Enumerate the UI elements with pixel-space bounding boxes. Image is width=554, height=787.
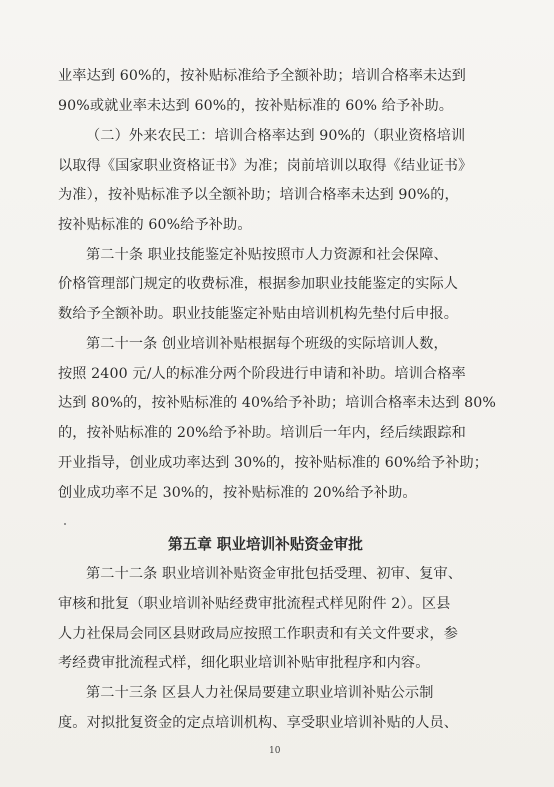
text-line: 创业成功率不足 30%的，按补贴标准的 20%给予补助。 bbox=[58, 485, 417, 501]
text-line: 第二十一条 创业培训补贴根据每个班级的实际培训人数， bbox=[86, 336, 448, 352]
text-line: （二）外来农民工：培训合格率达到 90%的（职业资格培训 bbox=[86, 128, 466, 144]
text-line: 开业指导，创业成功率达到 30%的，按补贴标准的 60%给予补助； bbox=[58, 455, 489, 471]
text-line: 以取得《国家职业资格证书》为准；岗前培训以取得《结业证书》 bbox=[58, 158, 473, 174]
text-line: 审核和批复（职业培训补贴经费审批流程式样见附件 2）。区县 bbox=[58, 596, 451, 612]
page-number: 10 bbox=[269, 746, 281, 756]
text-line: 度。对拟批复资金的定点培训机构、享受职业培训补贴的人员、 bbox=[58, 715, 459, 731]
scan-speck bbox=[64, 523, 66, 525]
text-line: 业率达到 60%的，按补贴标准给予全额补助；培训合格率未达到 bbox=[58, 68, 466, 84]
chapter-heading: 第五章 职业培训补贴资金审批 bbox=[168, 536, 363, 553]
text-line: 第二十三条 区县人力社保局要建立职业培训补贴公示制 bbox=[86, 685, 434, 701]
text-line: 按照 2400 元/人的标准分两个阶段进行申请和补助。培训合格率 bbox=[58, 366, 466, 382]
text-line: 按补贴标准的 60%给予补助。 bbox=[58, 217, 252, 233]
text-line: 数给予全额补助。职业技能鉴定补贴由培训机构先垫付后申报。 bbox=[58, 306, 459, 322]
text-line: 考经费审批流程式样，细化职业培训补贴审批程序和内容。 bbox=[58, 655, 430, 671]
text-line: 价格管理部门规定的收费标准，根据参加职业技能鉴定的实际人 bbox=[58, 276, 459, 292]
text-line: 90%或就业率未达到 60%的，按补贴标准的 60% 给予补助。 bbox=[58, 98, 454, 114]
text-line: 第二十条 职业技能鉴定补贴按照市人力资源和社会保障、 bbox=[86, 247, 448, 263]
text-line: 第二十二条 职业培训补贴资金审批包括受理、初审、复审、 bbox=[86, 566, 463, 582]
text-line: 的，按补贴标准的 20%给予补助。培训后一年内，经后续跟踪和 bbox=[58, 425, 466, 441]
text-line: 人力社保局会同区县财政局应按照工作职责和有关文件要求，参 bbox=[58, 626, 459, 642]
text-line: 为准），按补贴标准予以全额补助；培训合格率未达到 90%的， bbox=[58, 187, 459, 203]
text-line: 达到 80%的，按补贴标准的 40%给予补助；培训合格率未达到 80% bbox=[58, 395, 496, 411]
